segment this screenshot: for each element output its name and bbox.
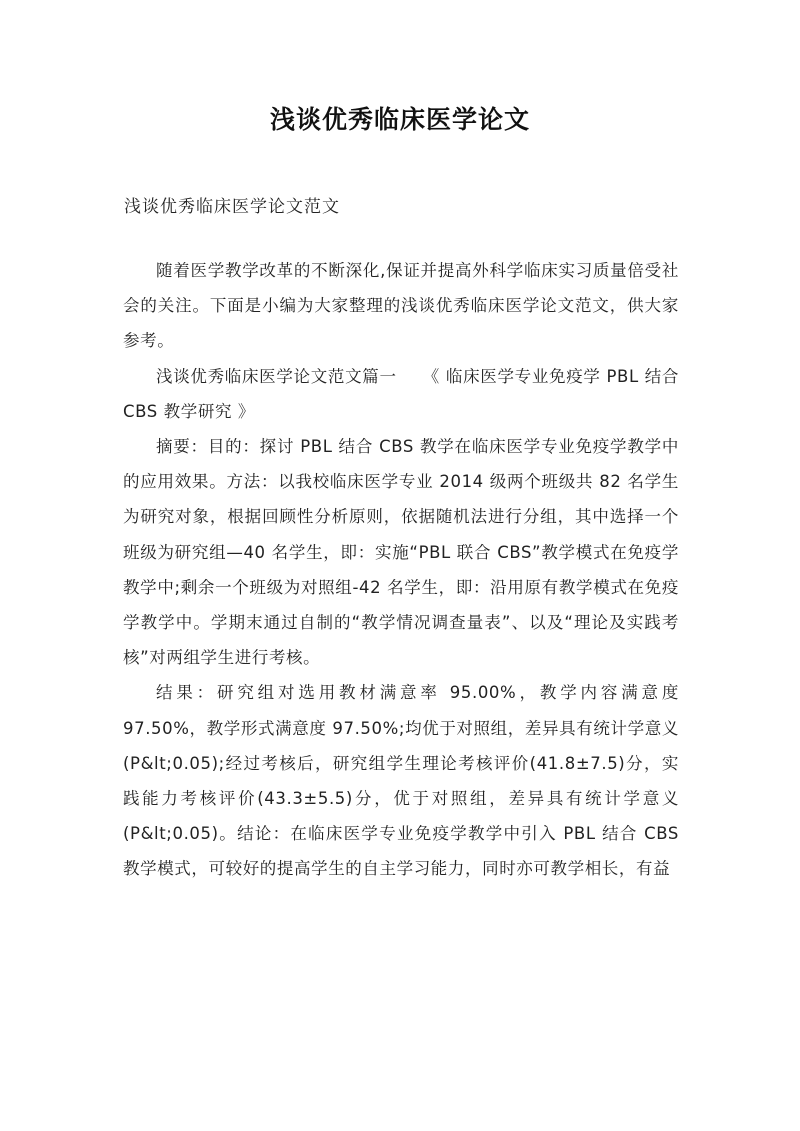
- document-body: [123, 253, 679, 887]
- paragraph-article-heading: 浅谈优秀临床医学论文范文篇一 《 临床医学专业免疫学 PBL 结合 CBS 教学研究 》: [123, 366, 679, 421]
- paragraph-abstract: 摘要：目的：探讨 PBL 结合 CBS 教学在临床医学专业免疫学教学中的应用效果。方法：以我校临床医学专业 2014 级两个班级共 82 名学生为研究对象，根据回顾性分析原则，依据随机法进行分组，其中选择一个班级为研究组—40 名学生，即：实施“PBL 联合 CBS”教学模式在免疫学教学中;剩余一个班级为对照组-42 名学生，即：沿用原有教学模式在免疫学教学中。学期末通过自制的“教学情况调查量表”、以及“理论及实践考核”对两组学生进行考核。: [123, 437, 679, 668]
- document-title: 浅谈优秀临床医学论文: [269, 105, 530, 134]
- paragraph-intro: 随着医学教学改革的不断深化,保证并提高外科学临床实习质量倍受社会的关注。下面是小编为大家整理的浅谈优秀临床医学论文范文，供大家参考。: [123, 261, 679, 351]
- paragraph-results: 结果：研究组对选用教材满意率 95.00%，教学内容满意度 97.50%，教学形式满意度 97.50%;均优于对照组，差异具有统计学意义(P&lt;0.05);经过考核后，研究组学生理论考核评价(41.8±7.5)分，实践能力考核评价(43.3±5.5)分，优于对照组，差异具有统计学意义(P&lt;0.05)。结论：在临床医学专业免疫学教学中引入 PBL 结合 CBS 教学模式，可较好的提高学生的自主学习能力，同时亦可教学相长，有益: [123, 683, 679, 879]
- document-subtitle: 浅谈优秀临床医学论文范文: [124, 197, 340, 217]
